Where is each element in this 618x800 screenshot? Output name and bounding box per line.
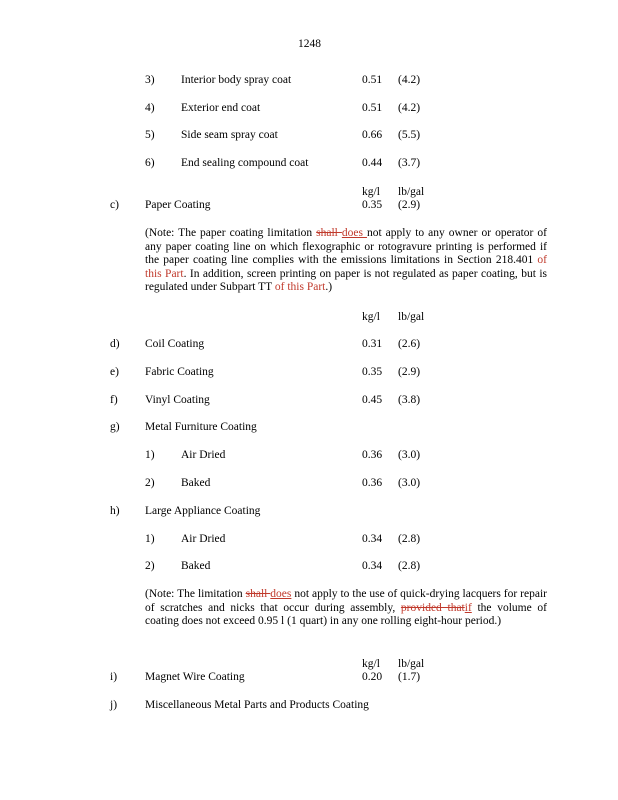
section-letter: g) (110, 421, 120, 433)
section-kg-value: 0.31 (362, 338, 383, 350)
note-text: not apply to any owner or operator of any paper coating line on which flexographic or rotogravure printing is performed if the paper coating line complies with the emissions limitations in Section 218.401 (145, 227, 547, 266)
page-number: 1248 (298, 38, 321, 50)
item-number: 6) (145, 157, 155, 169)
item-label: End sealing compound coat (181, 157, 309, 169)
paper-coating-note (145, 227, 547, 295)
note-text: (Note: The paper coating limitation (145, 227, 317, 239)
note-text: the volume of coating does not exceed 0.95 l (1 quart) in any one rolling eight-hour period.) (145, 601, 547, 627)
section-kg-value: 0.45 (362, 394, 383, 406)
unit-kg-header: kg/l (362, 311, 380, 323)
deleted-text: provided that (400, 601, 465, 614)
item-lb-value: (3.0) (398, 449, 421, 461)
section-kg-value: 0.20 (362, 671, 383, 683)
unit-lb-header: lb/gal (398, 658, 425, 670)
item-kg-value: 0.51 (362, 102, 383, 114)
item-number: 3) (145, 74, 155, 86)
inserted-text: of this Part (272, 281, 326, 293)
section-label: Miscellaneous Metal Parts and Products Coating (145, 699, 369, 711)
section-letter: h) (110, 505, 120, 517)
item-number: 5) (145, 129, 155, 141)
inserted-text: does (341, 227, 367, 239)
section-label: Large Appliance Coating (145, 505, 261, 517)
item-number: 1) (145, 449, 155, 461)
item-label: Air Dried (181, 533, 226, 545)
item-lb-value: (3.0) (398, 477, 421, 489)
item-kg-value: 0.34 (362, 560, 383, 572)
item-lb-value: (3.7) (398, 157, 421, 169)
item-number: 4) (145, 102, 155, 114)
item-kg-value: 0.51 (362, 74, 383, 86)
item-number: 1) (145, 533, 155, 545)
note-text: not apply to the use of quick-drying lacquers for repair of scratches and nicks that occur during assembly, (145, 588, 547, 614)
item-label: Interior body spray coat (181, 74, 292, 86)
section-letter: d) (110, 338, 120, 350)
section-label: Coil Coating (145, 338, 205, 350)
section-kg-value: 0.35 (362, 366, 383, 378)
section-lb-value: (1.7) (398, 671, 421, 683)
item-lb-value: (4.2) (398, 74, 421, 86)
item-label: Side seam spray coat (181, 129, 278, 141)
section-lb-value: (2.9) (398, 199, 421, 211)
unit-kg-header: kg/l (362, 658, 380, 670)
appliance-coating-note (145, 588, 547, 629)
inserted-text: does (270, 588, 292, 600)
item-label: Exterior end coat (181, 102, 261, 114)
item-number: 2) (145, 477, 155, 489)
note-text: (Note: The limitation (145, 588, 246, 600)
section-lb-value: (3.8) (398, 394, 421, 406)
note-text: . In addition, screen printing on paper is not regulated as paper coating, but is regulated under Subpart TT (145, 267, 548, 293)
unit-kg-header: kg/l (362, 186, 380, 198)
item-lb-value: (4.2) (398, 102, 421, 114)
section-label: Magnet Wire Coating (145, 671, 245, 683)
section-letter: c) (110, 199, 119, 211)
item-kg-value: 0.36 (362, 449, 383, 461)
inserted-text: if (464, 601, 472, 614)
section-label: Vinyl Coating (145, 394, 210, 406)
item-kg-value: 0.66 (362, 129, 383, 141)
item-kg-value: 0.36 (362, 477, 383, 489)
deleted-text: shall (316, 227, 342, 239)
note-text: .) (325, 281, 333, 293)
section-letter: i) (110, 671, 118, 683)
section-letter: j) (110, 699, 118, 711)
item-label: Baked (181, 477, 211, 489)
item-kg-value: 0.34 (362, 533, 383, 545)
item-label: Baked (181, 560, 211, 572)
section-label: Fabric Coating (145, 366, 214, 378)
section-letter: f) (110, 394, 118, 406)
item-lb-value: (2.8) (398, 560, 421, 572)
item-number: 2) (145, 560, 155, 572)
inserted-text: of this Part (145, 254, 547, 280)
unit-lb-header: lb/gal (398, 186, 425, 198)
section-lb-value: (2.9) (398, 366, 421, 378)
section-label: Paper Coating (145, 199, 211, 211)
unit-lb-header: lb/gal (398, 311, 425, 323)
item-lb-value: (5.5) (398, 129, 421, 141)
item-label: Air Dried (181, 449, 226, 461)
deleted-text: shall (245, 588, 271, 600)
section-kg-value: 0.35 (362, 199, 383, 211)
item-lb-value: (2.8) (398, 533, 421, 545)
section-letter: e) (110, 366, 119, 378)
item-kg-value: 0.44 (362, 157, 383, 169)
section-lb-value: (2.6) (398, 338, 421, 350)
section-label: Metal Furniture Coating (145, 421, 257, 433)
